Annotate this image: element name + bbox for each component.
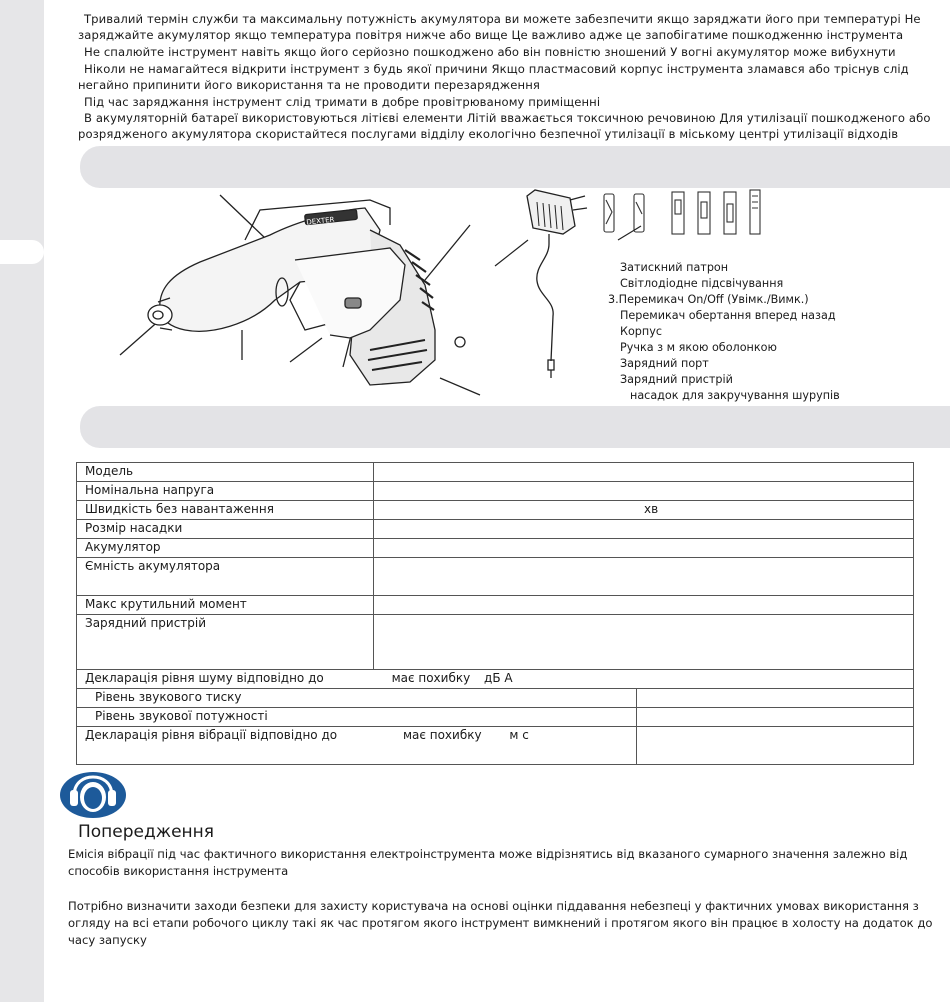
legend-item-port: Зарядний порт (620, 357, 709, 370)
noise-pressure-row (77, 689, 914, 708)
vibration-declaration-text: Декларація рівня вібрації відповідно до (85, 728, 338, 742)
callout-line-1 (220, 195, 265, 238)
intro-paragraph-1: Тривалий термін служби та максимальну потужність акумулятора ви можете забезпечити якщо заряджати його при температурі Не заряджайте акумулятор якщо температура повітря нижче або вище Це важливо адже це запобігатиме пошкодженню інструмента (78, 12, 921, 43)
callout-line-4 (290, 338, 322, 362)
callout-line-7 (440, 378, 480, 395)
warning-title: Попередження (78, 822, 214, 842)
intro-paragraph-4: Під час заряджання інструмент слід тримати в добре провітрюваному приміщенні (84, 95, 601, 109)
bits-illustration (596, 188, 776, 248)
noise-pressure-value (637, 689, 914, 708)
noise-power-row (77, 708, 914, 727)
spec-value (374, 539, 914, 558)
ear-protection-icon (58, 770, 128, 820)
spec-value (374, 463, 914, 482)
spec-value (374, 520, 914, 539)
warning-paragraph-1: Емісія вібрації під час фактичного використання електроінструмента може відрізнятись від вказаного сумарного значення залежно від способів використання інструмента (68, 847, 908, 878)
noise-unit-text: дБ А (484, 671, 513, 685)
legend-item-chuck: Затискний патрон (620, 261, 729, 274)
spec-row (77, 463, 914, 482)
spec-row (77, 539, 914, 558)
section-header-band-2 (80, 406, 950, 448)
spec-row (77, 520, 914, 539)
spec-table (76, 462, 914, 765)
legend-item-bits: насадок для закручування шурупів (630, 389, 840, 402)
legend-item-direction: Перемикач обертання вперед назад (620, 309, 836, 322)
intro-paragraph-2: Не спалюйте інструмент навіть якщо його серйозно пошкоджено або він повністю зношений У вогні акумулятор може вибухнути (84, 45, 896, 59)
spec-value: хв (374, 501, 914, 520)
spec-value (374, 482, 914, 501)
left-margin-bar (0, 0, 44, 1002)
intro-paragraph-3: Ніколи не намагайтеся відкрити інструмент з будь якої причини Якщо пластмасовий корпус інструмента зламався або тріснув слід негайно припинити його використання та не проводити перезарядження (78, 62, 909, 93)
noise-power-label: Рівень звукової потужності (77, 708, 637, 727)
spec-row (77, 615, 914, 670)
legend-item-body: Корпус (620, 325, 662, 338)
spec-label: Розмір насадки (77, 520, 374, 539)
spec-label: Модель (77, 463, 374, 482)
spec-value (374, 615, 914, 670)
spec-row (77, 501, 914, 520)
left-page-tab (0, 240, 44, 264)
vibration-tolerance-text: має похибку (402, 728, 482, 742)
noise-declaration-row (77, 670, 914, 689)
spec-row (77, 596, 914, 615)
vibration-unit-text: м с (509, 728, 529, 742)
noise-declaration-text: Декларація рівня шуму відповідно до (85, 671, 324, 685)
noise-tolerance-text: має похибку (391, 671, 471, 685)
charger-illustration (515, 186, 595, 386)
spec-value (374, 596, 914, 615)
spec-label: Номінальна напруга (77, 482, 374, 501)
intro-paragraph-5: В акумуляторній батареї використовуються літієві елементи Літій вважається токсичною речовиною Для утилізації пошкодженого або розрядженого акумулятора скористайтеся послугами відділу екологічно безпечної утилізації в міському центрі утилізації відходів (78, 111, 931, 142)
noise-declaration-cell (77, 670, 914, 689)
noise-power-value (637, 708, 914, 727)
spec-label: Макс крутильний момент (77, 596, 374, 615)
vibration-declaration-cell (77, 727, 637, 765)
legend-item-led: Світлодіодне підсвічування (620, 277, 784, 290)
screwdriver-illustration (100, 190, 500, 400)
callout-line-6 (425, 225, 470, 280)
device-brand-label: DEXTER (306, 215, 335, 227)
spec-label: Зарядний пристрій (77, 615, 374, 670)
vibration-declaration-row (77, 727, 914, 765)
charger-callout (493, 232, 533, 272)
spec-value (374, 558, 914, 596)
warning-paragraph-2: Потрібно визначити заходи безпеки для захисту користувача на основі оцінки піддавання небезпеці у фактичних умовах використання з огляду на всі етапи робочого циклу такі як час протягом якого інструмент вимкнений і протягом якого він працює в холосту на додаток до часу запуску (68, 899, 933, 947)
spec-label: Ємність акумулятора (77, 558, 374, 596)
legend-item-handle: Ручка з м якою оболонкою (620, 341, 777, 354)
legend-item-switch: 3.Перемикач On/Off (Увімк./Вимк.) (608, 293, 809, 306)
noise-pressure-label: Рівень звукового тиску (77, 689, 637, 708)
parts-legend (608, 260, 840, 404)
spec-row (77, 558, 914, 596)
spec-label: Акумулятор (77, 539, 374, 558)
spec-row (77, 482, 914, 501)
vibration-value (637, 727, 914, 765)
legend-item-charger: Зарядний пристрій (620, 373, 733, 386)
spec-label: Швидкість без навантаження (77, 501, 374, 520)
section-header-band (80, 146, 950, 188)
